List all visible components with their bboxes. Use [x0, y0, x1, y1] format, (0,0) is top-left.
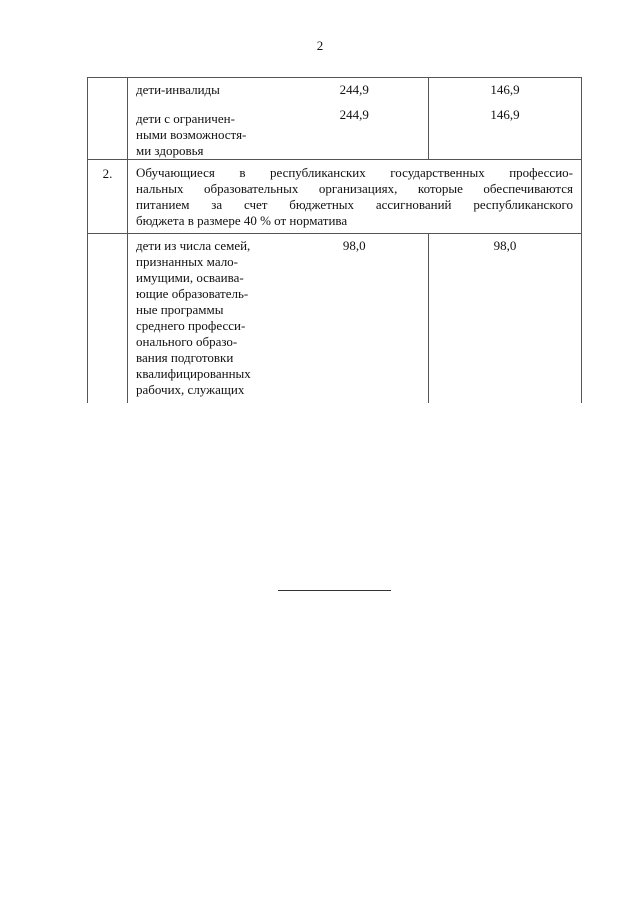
text-line: Обучающиеся в республиканских государственных профессио- [136, 165, 573, 180]
value-3-cell: 98,0 [429, 234, 582, 404]
value-2-cell: 98,0 [342, 238, 366, 253]
text-line: имущими, осваива- [136, 270, 244, 285]
section-number-cell: 2. [88, 160, 128, 234]
category-name-cell [128, 107, 281, 160]
text-line: вания подготовки [136, 350, 234, 365]
text-line: нальных образовательных организациях, которые обеспечиваются [136, 181, 573, 196]
text-line: среднего професси- [136, 318, 246, 333]
number-cell-empty [88, 234, 128, 404]
text-line: признанных мало- [136, 254, 239, 269]
value-3-cell: 146,9 [429, 107, 582, 160]
text-line: ными возможностя- [136, 127, 247, 142]
value-2-cell: 244,9 [281, 78, 429, 99]
benefits-table [87, 77, 582, 403]
text-line: ные программы [136, 302, 224, 317]
category-name-cell: дети-инвалиды [128, 78, 281, 99]
text-line: питанием за счет бюджетных ассигнований республиканского [136, 197, 573, 212]
table-row [88, 234, 582, 404]
section-row [88, 160, 582, 234]
value-2-cell: 244,9 [339, 107, 369, 122]
text-line: бюджета в размере 40 % от норматива [136, 213, 348, 228]
closing-rule [278, 590, 391, 591]
section-description-cell [128, 160, 582, 234]
text-line: рабочих, служащих [136, 382, 245, 397]
text-line: онального образо- [136, 334, 238, 349]
text-line: дети из числа семей, [136, 238, 251, 253]
value-3-cell: 146,9 [429, 78, 582, 99]
category-name-cell [128, 234, 281, 404]
text-line: дети с ограничен- [136, 111, 235, 126]
table-row [88, 107, 582, 160]
table-row [88, 78, 582, 99]
number-cell-empty [88, 78, 128, 160]
text-line: ющие образователь- [136, 286, 249, 301]
text-line: квалифицированных [136, 366, 251, 381]
page-number: 2 [316, 38, 324, 53]
text-line: ми здоровья [136, 143, 204, 158]
